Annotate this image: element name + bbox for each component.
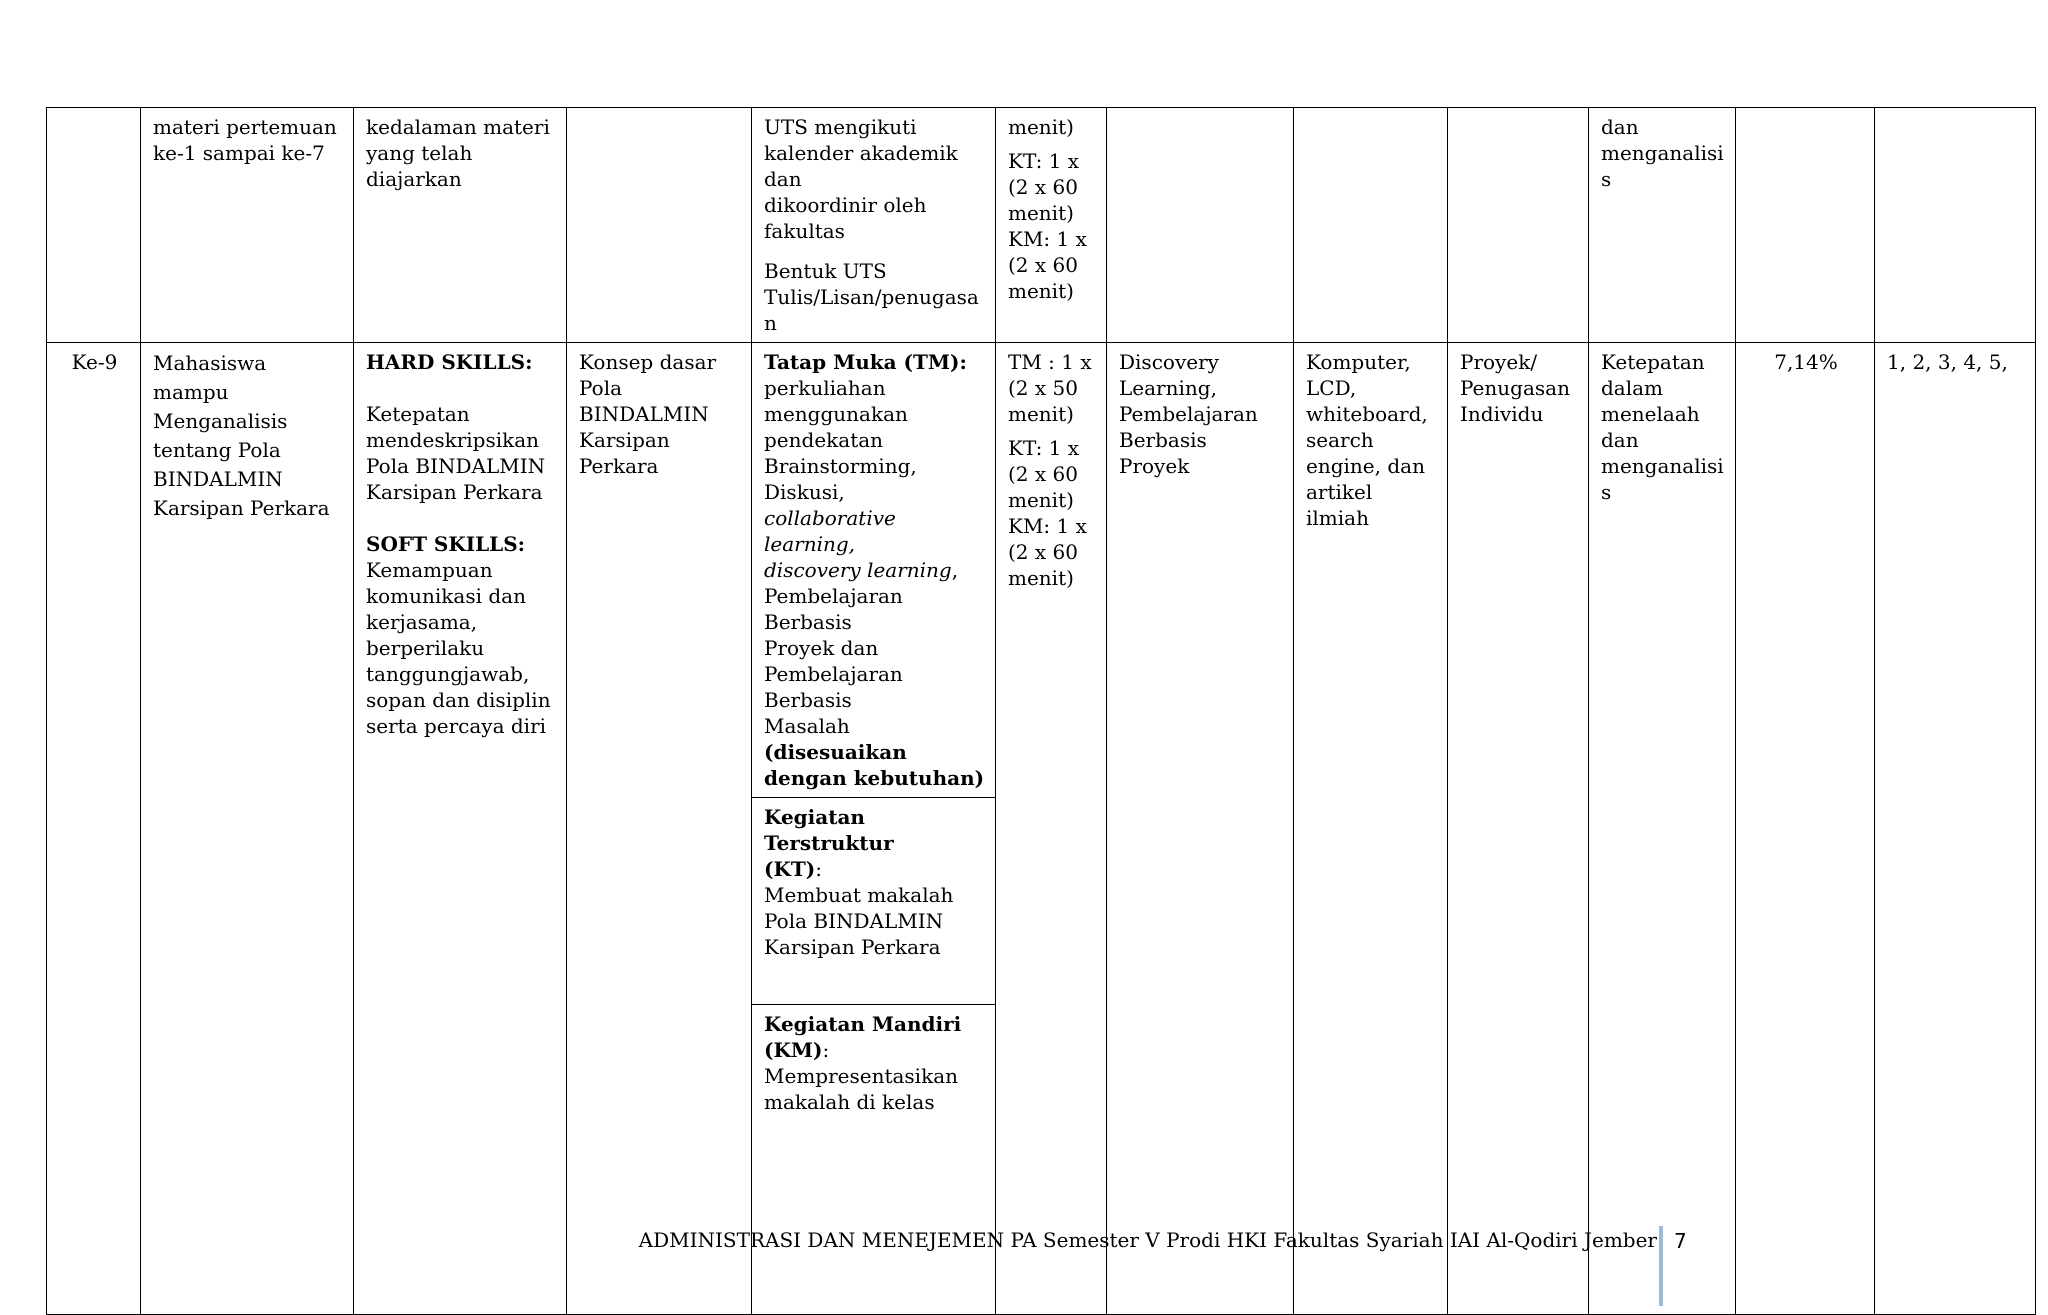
cell-indicator [354, 343, 567, 1315]
cell-time: TM : 1 x (2 x 50 menit) KT: 1 x (2 x 60 menit) KM: 1 x (2 x 60 menit) [996, 343, 1107, 1315]
cell-meeting: Ke-9 [47, 343, 141, 1315]
activity-tm: Tatap Muka (TM): perkuliahan menggunakan pendekatan Brainstorming, Diskusi, collaborative learning, discovery learning, Pembelajaran Berbasis Proyek dan Pembelajaran Berbasis Masalah (disesuaikan dengan kebutuhan) [764, 350, 985, 790]
cell-weight: 7,14% [1736, 343, 1875, 1315]
cell-material [567, 108, 752, 343]
cell-criteria: Ketepatan dalam menelaah dan menganalisis [1589, 343, 1736, 1315]
cell-activity [752, 108, 996, 343]
cell-assessment: Proyek/ Penugasan Individu [1448, 343, 1589, 1315]
cell-references [1875, 108, 2036, 343]
uts-schedule-text: UTS mengikuti kalender akademik dan dikoordinir oleh fakultas [764, 115, 958, 243]
table-row-ke9 [47, 343, 2036, 1315]
uts-form-text: Bentuk UTS Tulis/Lisan/penugasan [764, 259, 979, 335]
cell-meeting [47, 108, 141, 343]
cell-learning-outcome: materi pertemuan ke-1 sampai ke-7 [141, 108, 354, 343]
cell-indicator: kedalaman materi yang telah diajarkan [354, 108, 567, 343]
activity-subtable [752, 343, 995, 1314]
cell-material: Konsep dasar Pola BINDALMIN Karsipan Perkara [567, 343, 752, 1315]
cell-learning-outcome: Mahasiswa mampu Menganalisis tentang Pola BINDALMIN Karsipan Perkara [141, 343, 354, 1315]
page-number: 7 [1674, 1229, 1687, 1253]
cell-method [1107, 108, 1294, 343]
cell-method: Discovery Learning, Pembelajaran Berbasis Proyek [1107, 343, 1294, 1315]
cell-weight [1736, 108, 1875, 343]
soft-skills-title: SOFT SKILLS: [366, 532, 526, 556]
cell-references: 1, 2, 3, 4, 5, [1875, 343, 2036, 1315]
activity-kt: Kegiatan Terstruktur (KT): Membuat makalah Pola BINDALMIN Karsipan Perkara [752, 798, 995, 1005]
cell-assessment [1448, 108, 1589, 343]
cell-media: Komputer, LCD, whiteboard, search engine, dan artikel ilmiah [1294, 343, 1448, 1315]
footer-divider [1659, 1226, 1663, 1306]
cell-time: menit) KT: 1 x (2 x 60 menit) KM: 1 x (2 x 60 menit) [996, 108, 1107, 343]
cell-criteria: dan menganalisis [1589, 108, 1736, 343]
footer-text: ADMINISTRASI DAN MENEJEMEN PA Semester V Prodi HKI Fakultas Syariah IAI Al-Qodiri Jember [638, 1228, 1657, 1252]
table-row-uts [47, 108, 2036, 343]
hard-skills-title: HARD SKILLS: [366, 350, 533, 374]
cell-activity [752, 343, 996, 1315]
soft-skills-text: Kemampuan komunikasi dan kerjasama, berperilaku tanggungjawab, sopan dan disiplin serta percaya diri [366, 558, 551, 738]
hard-skills-text: Ketepatan mendeskripsikan Pola BINDALMIN Karsipan Perkara [366, 402, 546, 504]
cell-media [1294, 108, 1448, 343]
activity-km: Kegiatan Mandiri (KM): Mempresentasikan makalah di kelas [752, 1005, 995, 1314]
rps-table [46, 107, 2036, 1315]
